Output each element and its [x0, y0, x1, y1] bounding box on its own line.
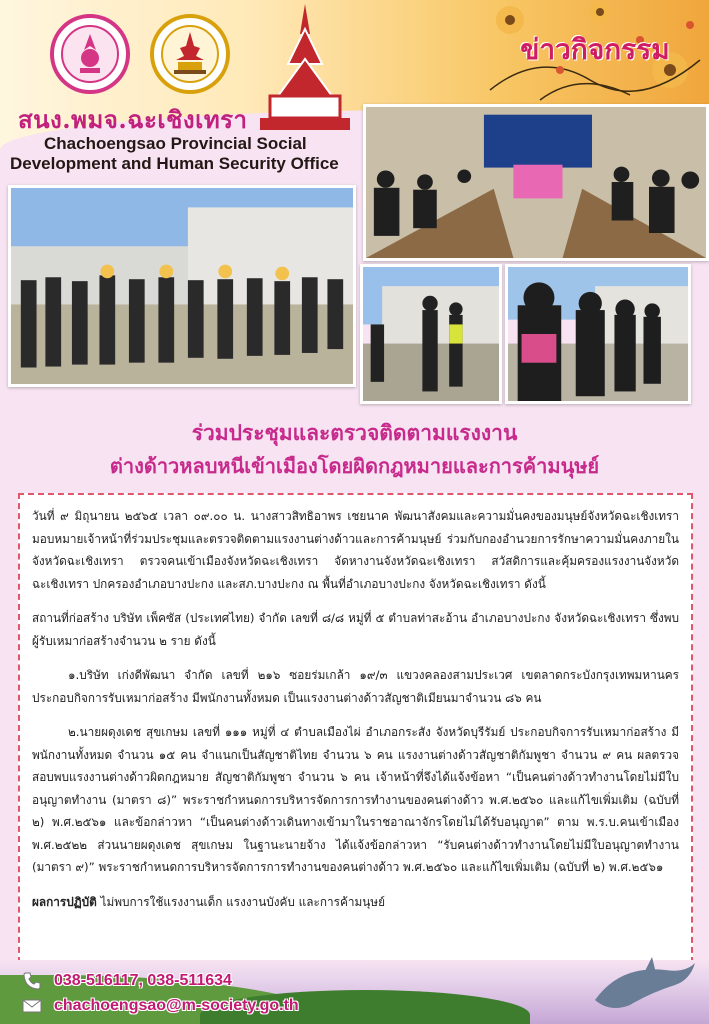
ministry-logo — [50, 14, 130, 94]
news-content-box — [18, 493, 693, 963]
result-text: ไม่พบการใช้แรงงานเด็ก แรงงานบังคับ และการค้ามนุษย์ — [96, 894, 385, 909]
headline-line1: ร่วมประชุมและตรวจติดตามแรงงาน — [191, 420, 518, 445]
group-photo-icon — [11, 188, 353, 384]
org-name-english-line2: Development and Human Security Office — [10, 154, 339, 173]
photo-workers-line — [505, 264, 691, 404]
site-paragraph: สถานที่ก่อสร้าง บริษัท เพ็คซัส (ประเทศไทย) จำกัด เลขที่ ๘/๘ หมู่ที่ ๕ ตำบลท่าสะอ้าน อำเภอบางปะกง จังหวัดฉะเชิงเทรา ซึ่งพบผู้รับเหมาก่อสร้างจำนวน ๒ ราย ดังนี้ — [32, 611, 679, 648]
pagoda-icon — [250, 4, 360, 134]
inspection-photo-icon — [363, 267, 499, 401]
province-logo — [150, 14, 230, 94]
org-abbreviation: สนง.พมจ.ฉะเชิงเทรา — [18, 105, 248, 134]
contractor-item-1: ๑.บริษัท เก่งดีพัฒนา จำกัด เลขที่ ๒๑๖ ซอยร่มเกล้า ๑๙/๓ แขวงคลองสามประเวศ เขตลาดกระบังกรุงเทพมหานคร ประกอบกิจการรับเหมาก่อสร้าง มีพนักงานทั้งหมด เป็นแรงงานต่างด้าวสัญชาติเมียนมาจำนวน ๘๖ คน — [32, 668, 679, 705]
photo-meeting-room — [363, 104, 709, 261]
headline-line2: ต่างด้าวหลบหนีเข้าเมืองโดยผิดกฎหมายและการค้ามนุษย์ — [109, 454, 600, 478]
contact-phone-row — [22, 971, 232, 991]
result-paragraph — [32, 891, 679, 914]
contact-phone: 038-516117, 038-511634 — [54, 972, 232, 989]
email-icon — [22, 996, 42, 1016]
photo-team-group — [8, 185, 356, 387]
workers-photo-icon — [508, 267, 688, 401]
meeting-photo-icon — [366, 107, 706, 258]
ministry-seal-icon — [60, 24, 120, 84]
contact-email-row — [22, 996, 299, 1016]
org-name-english-line1: Chachoengsao Provincial Social — [44, 134, 307, 153]
result-label: ผลการปฏิบัติ — [32, 894, 97, 909]
province-seal-icon — [160, 24, 220, 84]
phone-icon — [22, 971, 42, 991]
contact-email[interactable]: chachoengsao@m-society.go.th — [54, 997, 299, 1014]
news-activity-title: ข่าวกิจกรรม — [520, 33, 670, 66]
dolphin-icon — [590, 955, 700, 1015]
contractor-item-2: ๒.นายผดุงเดช สุขเกษม เลขที่ ๑๑๑ หมู่ที่ ๔ ตำบลเมืองไผ่ อำเภอกระสัง จังหวัดบุรีรัมย์ ประกอบกิจการรับเหมาก่อสร้าง มีพนักงานทั้งหมด จำนวน ๑๕ คน จำแนกเป็นสัญชาติไทย จำนวน ๖ คน แรงงานต่างด้าวสัญชาติกัมพูชา จำนวน ๙ คน ผลตรวจสอบพบแรงงานต่างด้าวผิดกฎหมาย สัญชาติกัมพูชา จำนวน ๖ คน เจ้าหน้าที่จึงได้แจ้งข้อหา “เป็นคนต่างด้าวทำงานโดยไม่มีใบอนุญาตทำงาน (มาตรา ๘)” พระราชกำหนดการบริหารจัดการการทำงานของคนต่างด้าว พ.ศ.๒๕๖๐ และแก้ไขเพิ่มเติม (ฉบับที่ ๒) พ.ศ.๒๕๖๑ และข้อกล่าวหา “เป็นคนต่างด้าวเดินทางเข้ามาในราชอาณาจักรโดยไม่ได้รับอนุญาต” ตาม พ.ร.บ.คนเข้าเมือง พ.ศ.๒๕๒๒ ส่วนนายผดุงเดช สุขเกษม ในฐานะนายจ้าง ได้แจ้งข้อกล่าวหา “รับคนต่างด้าวทำงานโดยไม่มีใบอนุญาตทำงาน (มาตรา ๙)” พระราชกำหนดการบริหารจัดการการทำงานของคนต่างด้าว พ.ศ.๒๕๖๐ และแก้ไขเพิ่มเติม (ฉบับที่ ๒) พ.ศ.๒๕๖๑ — [32, 725, 679, 874]
intro-paragraph: วันที่ ๙ มิถุนายน ๒๕๖๕ เวลา ๐๙.๐๐ น. นางสาวสิทธิอาพร เชยนาค พัฒนาสังคมและความมั่นคงของมนุษย์จังหวัดฉะเชิงเทรา มอบหมายเจ้าหน้าที่ร่วมประชุมและตรวจติดตามแรงงานต่างด้าวและการค้ามนุษย์ ร่วมกับกองอำนวยการรักษาความมั่นคงภายในจังหวัดฉะเชิงเทรา ตรวจคนเข้าเมืองจังหวัดฉะเชิงเทรา จัดหางานจังหวัดฉะเชิงเทรา สวัสดิการและคุ้มครองแรงงานจังหวัดฉะเชิงเทรา ปกครองอำเภอบางปะกง และสภ.บางปะกง ณ พื้นที่อำเภอบางปะกง จังหวัดฉะเชิงเทรา ดังนี้ — [32, 509, 679, 591]
photo-inspection-officers — [360, 264, 502, 404]
